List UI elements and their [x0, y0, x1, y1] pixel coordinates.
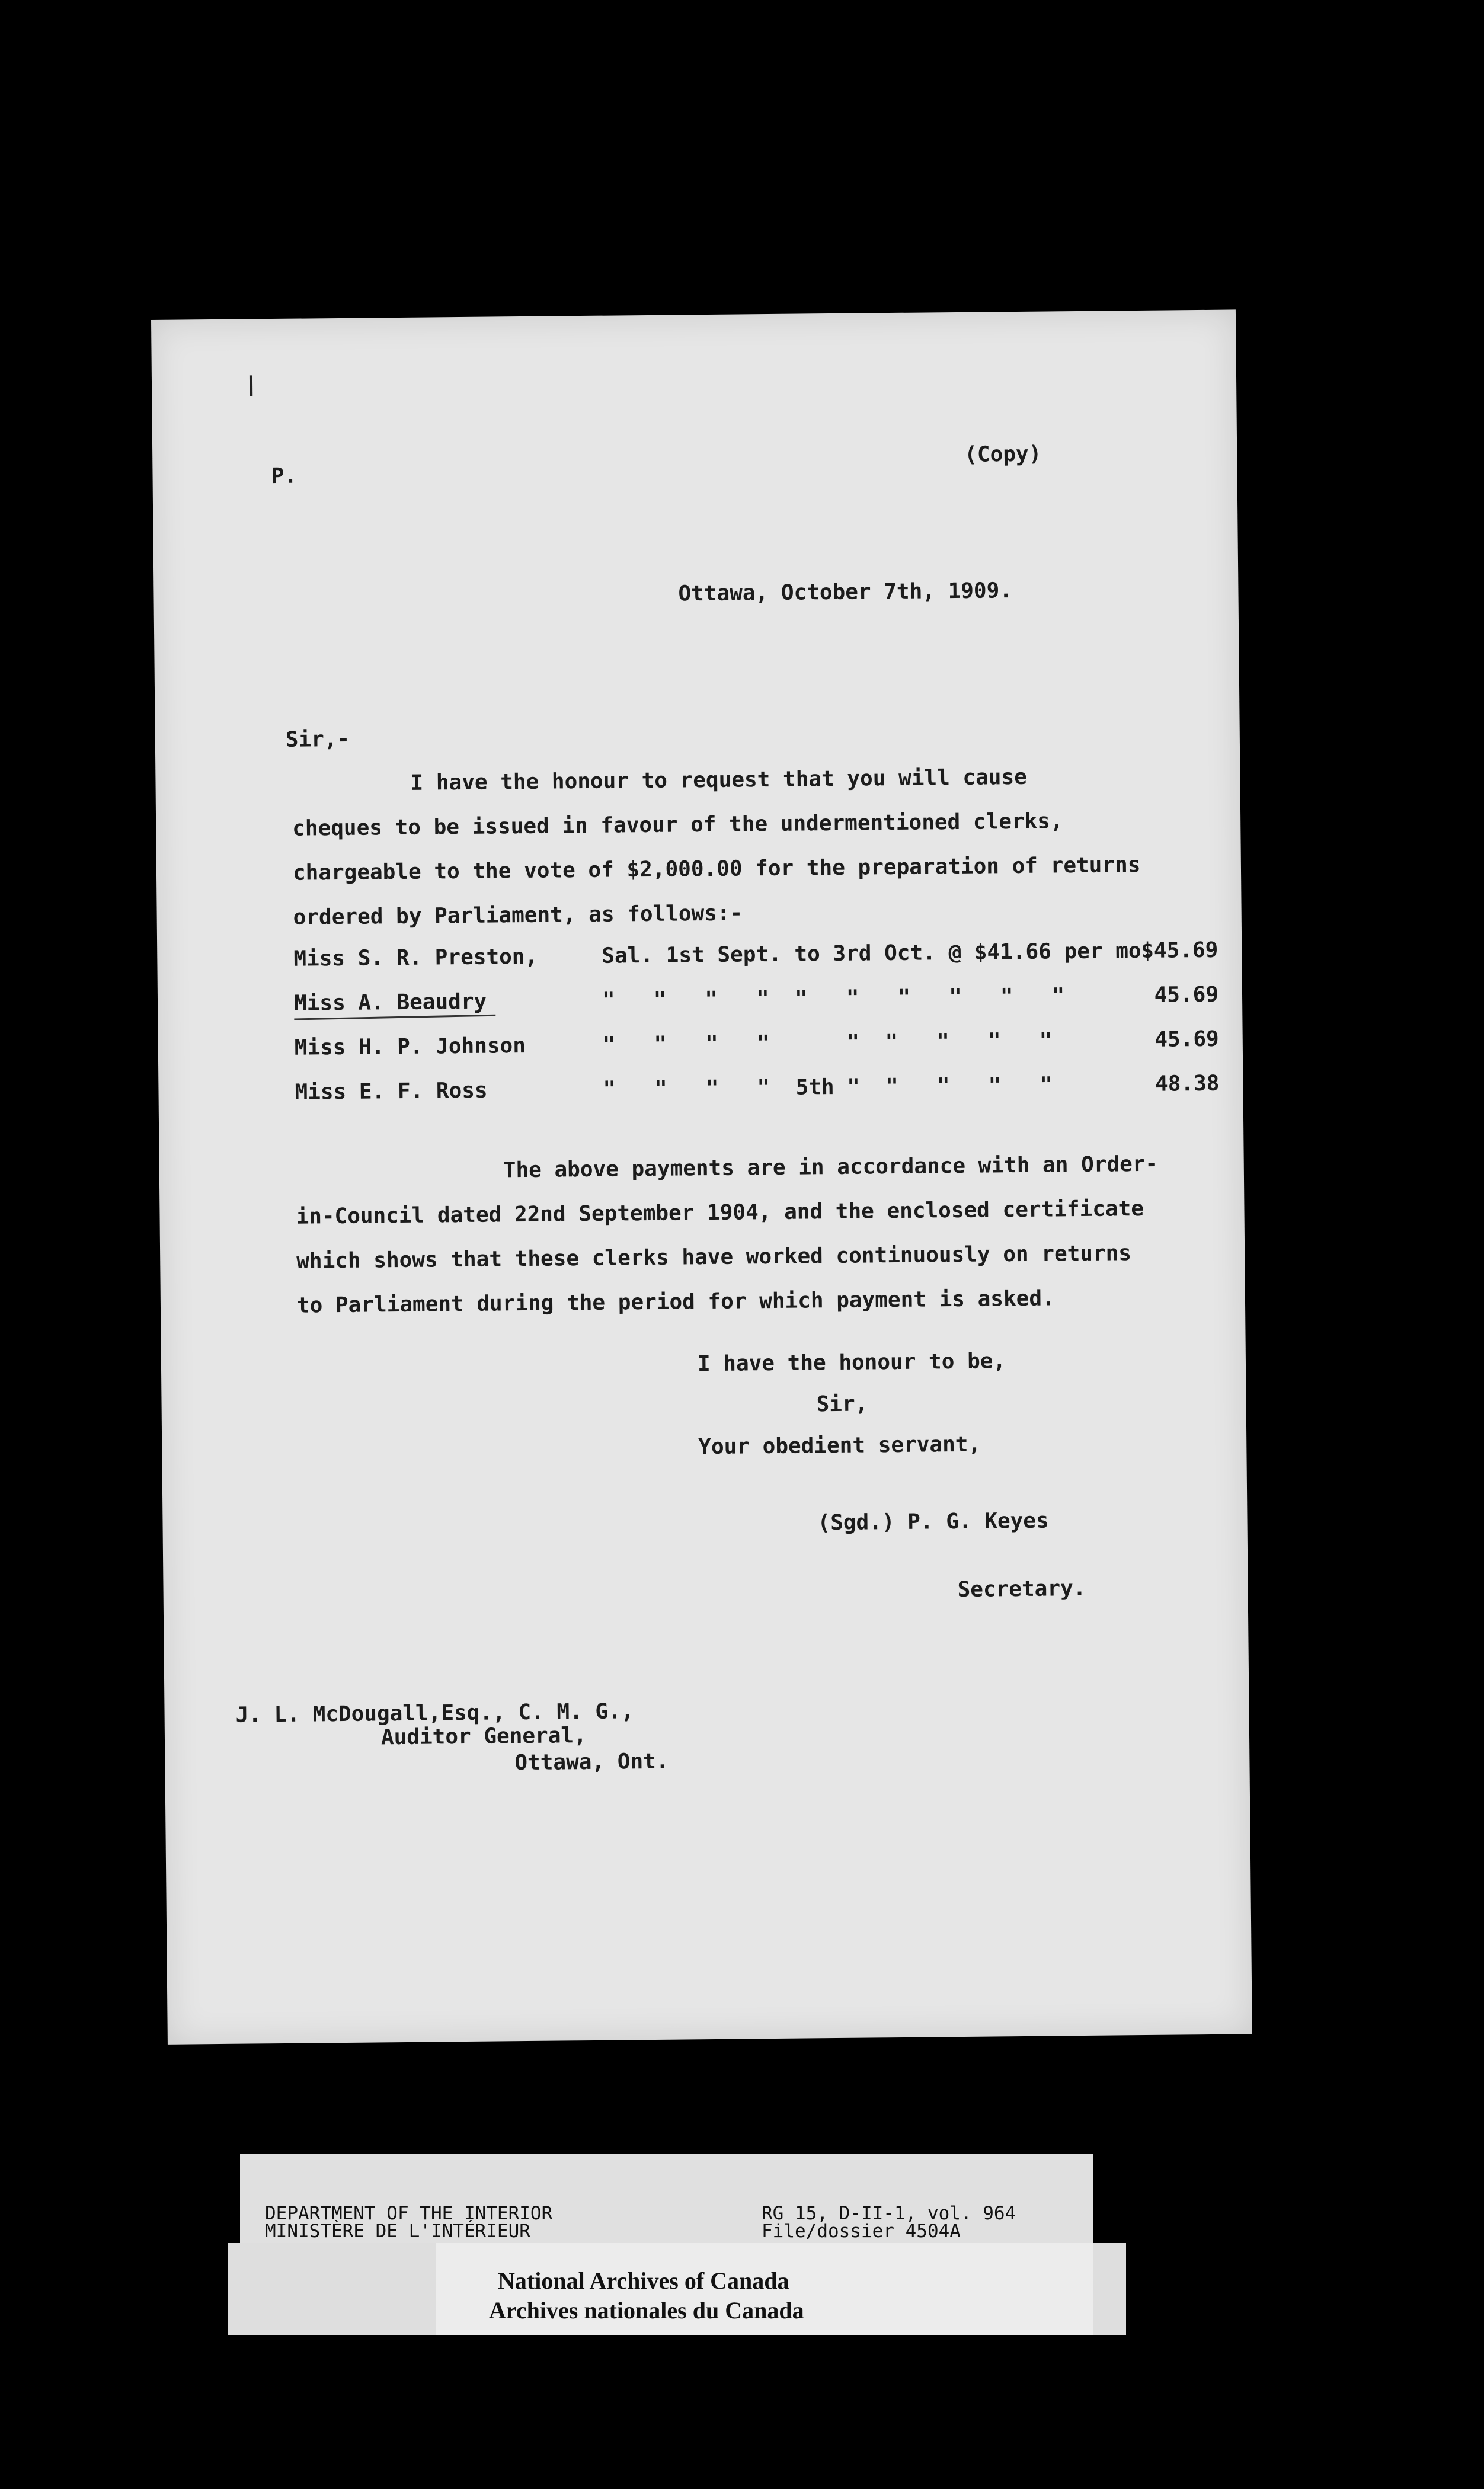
archive-name-en: National Archives of Canada	[498, 2267, 789, 2294]
clerk-row	[293, 938, 1218, 977]
addressee-line: Ottawa, Ont.	[514, 1749, 669, 1775]
copy-tag: (Copy)	[964, 442, 1042, 467]
archive-reference-label	[240, 2154, 1093, 2244]
record-group: RG 15, D-II-1, vol. 964	[762, 2203, 1016, 2224]
department-fr: MINISTÈRE DE L'INTÉRIEUR	[265, 2221, 530, 2242]
clerk-row	[295, 1071, 1219, 1110]
body-line: I have the honour to request that you will cause	[410, 764, 1028, 795]
body-line: in-Council dated 22nd September 1904, and the enclosed certificate	[296, 1196, 1144, 1229]
clerk-amount: 48.38	[1154, 1071, 1220, 1096]
clerk-detail: " " " " " " " " "	[602, 1028, 1053, 1057]
clerk-row	[295, 1027, 1219, 1066]
clerk-row	[294, 983, 1218, 1021]
letter-page	[151, 309, 1252, 2044]
clerk-detail: " " " " " " " " " "	[602, 984, 1065, 1013]
archive-name-fr: Archives nationales du Canada	[489, 2297, 804, 2324]
body-line: cheques to be issued in favour of the undermentioned clerks,	[292, 809, 1063, 841]
clerk-name: Miss S. R. Preston,	[293, 944, 538, 971]
signer-title: Secretary.	[957, 1576, 1086, 1602]
addressee-line: J. L. McDougall,Esq., C. M. G.,	[235, 1699, 634, 1727]
department-en: DEPARTMENT OF THE INTERIOR	[265, 2203, 553, 2224]
closing-line: Sir,	[816, 1391, 868, 1417]
clerk-amount: 45.69	[1154, 982, 1219, 1007]
file-tick-mark	[250, 375, 252, 396]
clerk-name: Miss E. F. Ross	[295, 1078, 488, 1105]
clerk-amount: $45.69	[1141, 938, 1218, 964]
clerk-amount: 45.69	[1154, 1026, 1219, 1052]
salutation: Sir,-	[285, 727, 350, 752]
file-number: File/dossier 4504A	[762, 2221, 961, 2242]
signature: (Sgd.) P. G. Keyes	[817, 1508, 1049, 1535]
body-line: which shows that these clerks have worked continuously on returns	[296, 1241, 1132, 1274]
clerk-detail: " " " " 5th " " " " "	[603, 1073, 1053, 1102]
clerk-name: Miss A. Beaudry	[293, 989, 487, 1016]
clerk-name: Miss H. P. Johnson	[294, 1033, 526, 1060]
addressee-line: Auditor General,	[380, 1723, 587, 1750]
closing-line: I have the honour to be,	[697, 1349, 1006, 1377]
body-line: The above payments are in accordance with an Order-	[503, 1151, 1159, 1183]
file-mark: P.	[271, 463, 298, 489]
closing-line: Your obedient servant,	[698, 1432, 981, 1460]
clerk-detail: Sal. 1st Sept. to 3rd Oct. @ $41.66 per mo.	[602, 938, 1154, 968]
date-line: Ottawa, October 7th, 1909.	[678, 578, 1013, 606]
body-line: chargeable to the vote of $2,000.00 for the preparation of returns	[292, 853, 1141, 885]
archive-name-label	[228, 2243, 1126, 2335]
body-line: to Parliament during the period for which payment is asked.	[296, 1286, 1055, 1318]
body-line: ordered by Parliament, as follows:-	[293, 901, 743, 930]
